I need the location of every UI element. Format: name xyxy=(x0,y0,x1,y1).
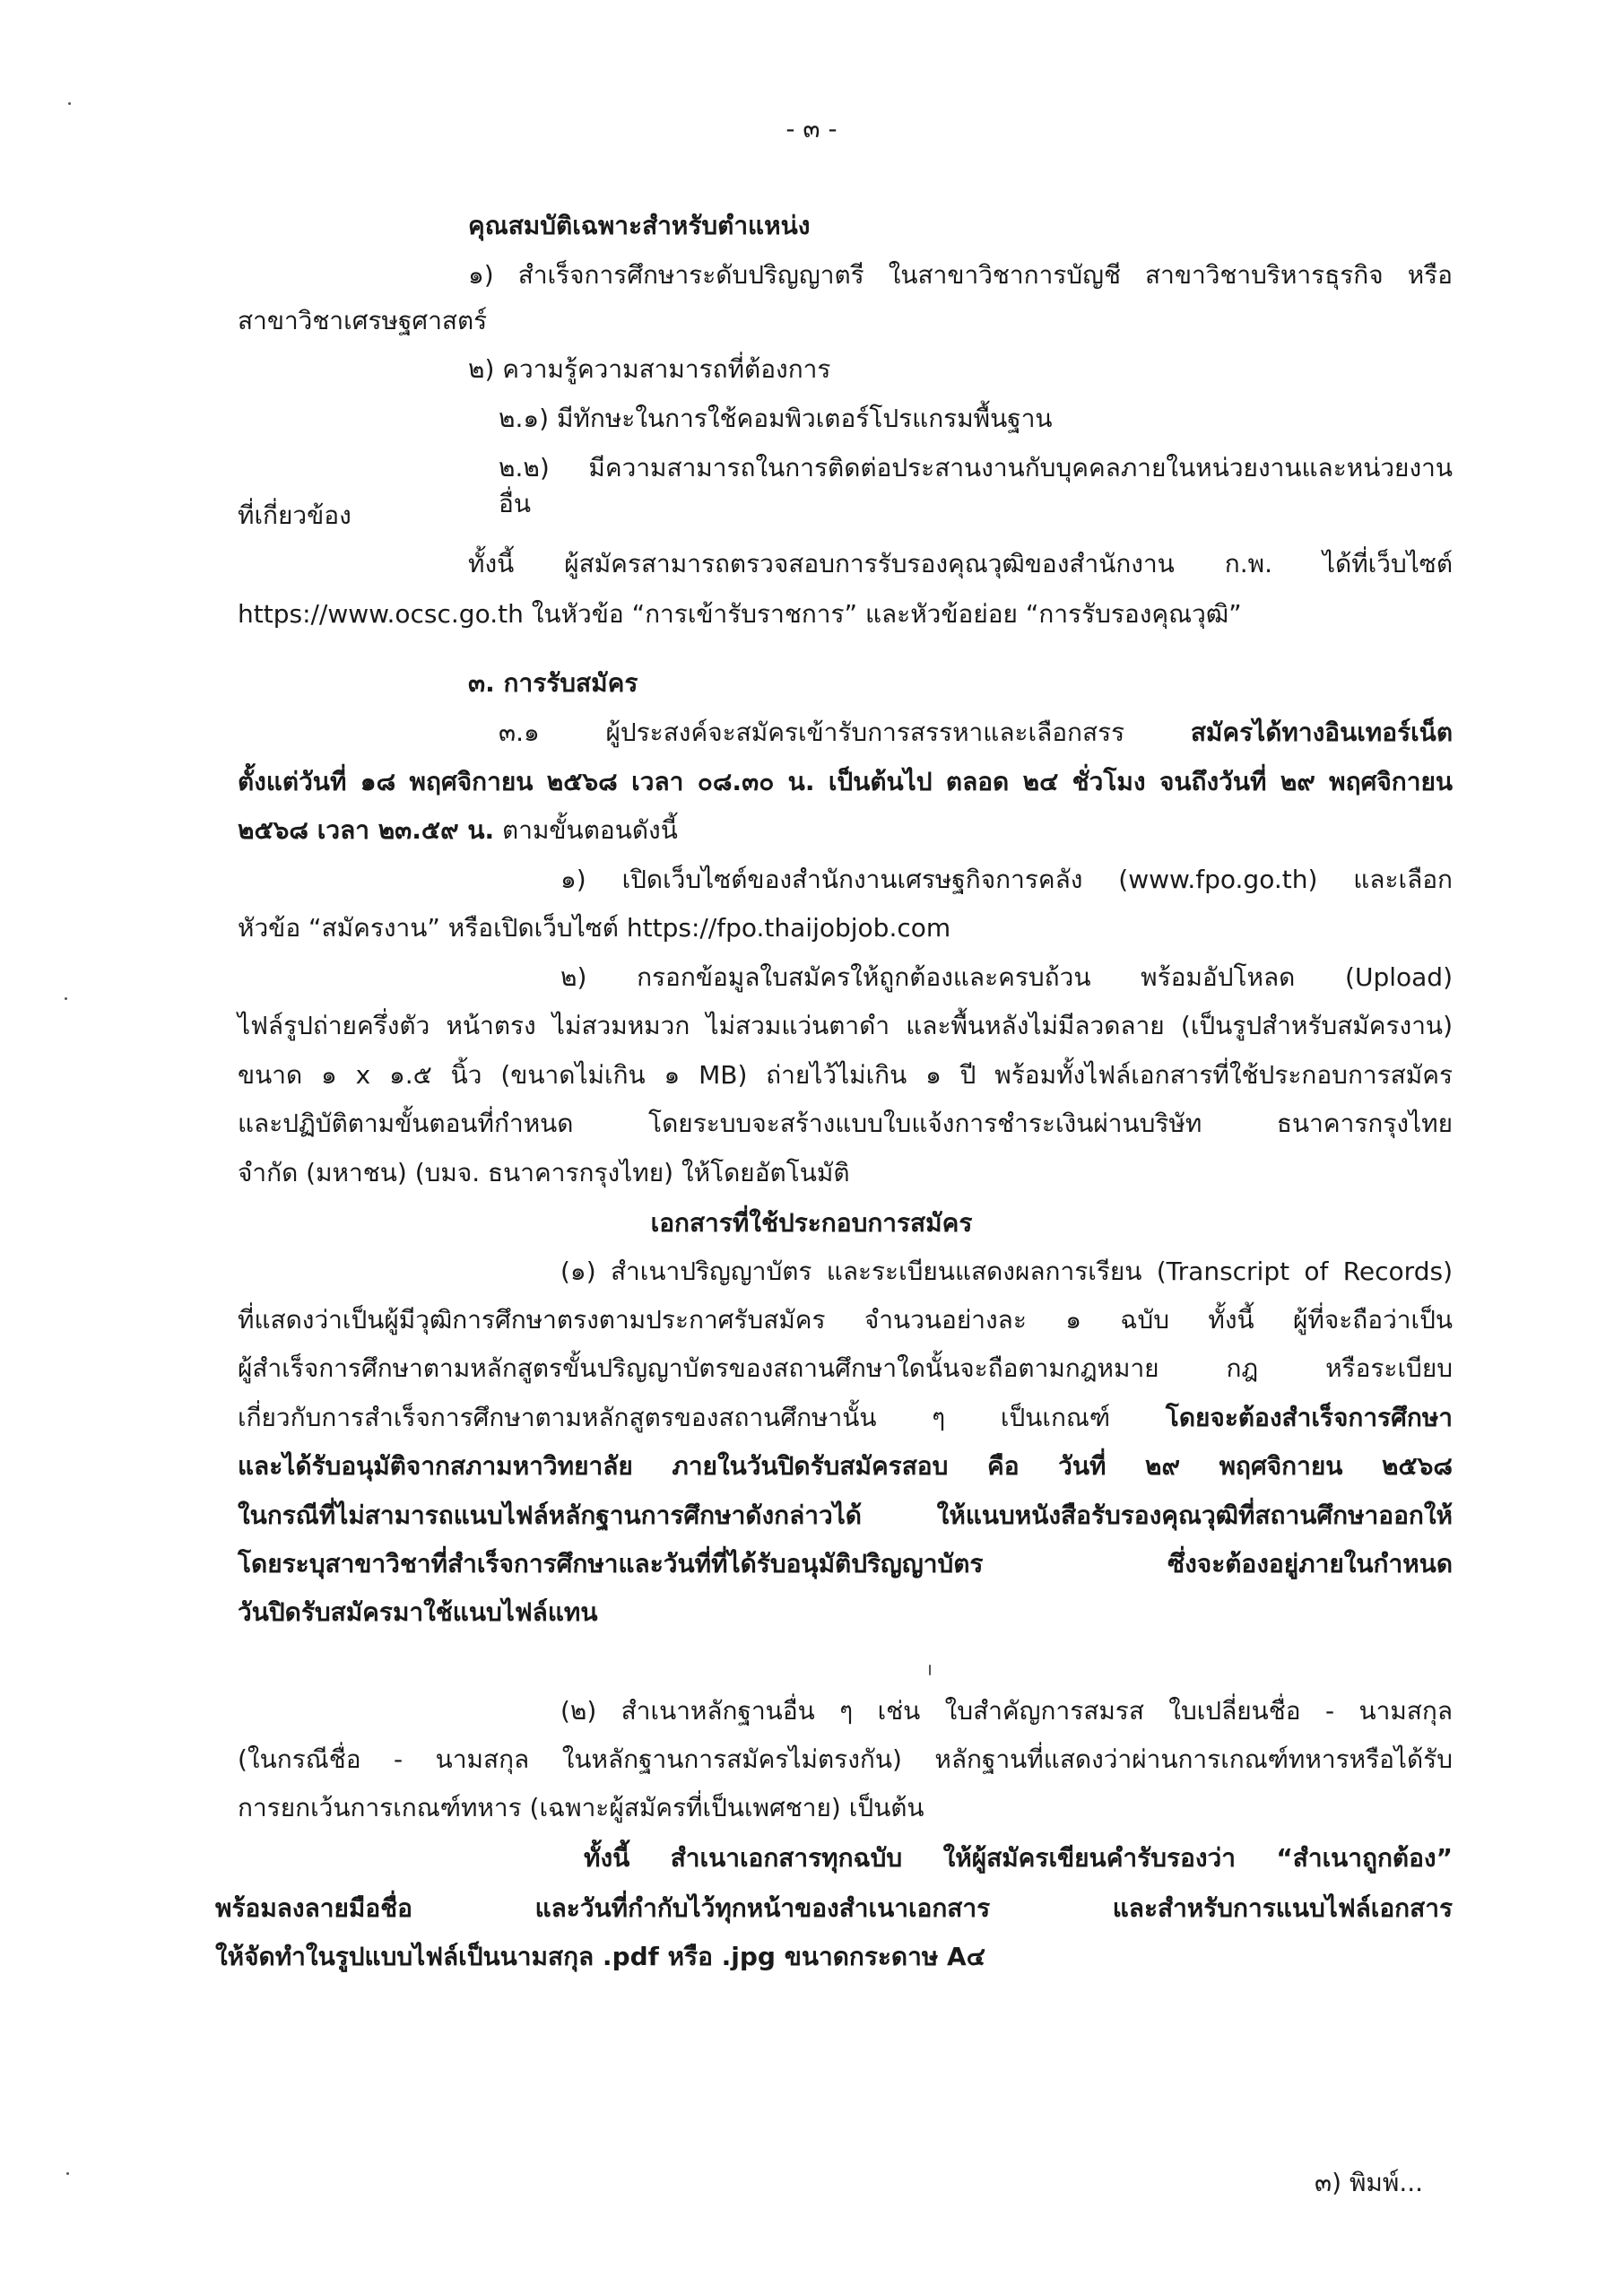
application-step-1-cont: หัวข้อ “สมัครงาน” หรือเปิดเว็บไซต์ https://fpo.thaijobjob.com xyxy=(238,913,951,943)
qual-item-2: ๒) ความรู้ความสามารถที่ต้องการ xyxy=(468,354,831,384)
application-3-1-dates: ตั้งแต่วันที่ ๑๘ พฤศจิกายน ๒๕๖๘ เวลา ๐๘.๓๐ น. เป็นต้นไป ตลอด ๒๔ ชั่วโมง จนถึงวันที่ ๒๙ พฤศจิกายน xyxy=(238,767,1453,796)
document-1-c: ผู้สำเร็จการศึกษาตามหลักสูตรขั้นปริญญาบัตรของสถานศึกษาใดนั้นจะถือตามกฎหมาย กฎ หรือระเบียบ xyxy=(238,1353,1453,1383)
application-3-1-end xyxy=(238,813,678,848)
document-1-g: โดยระบุสาขาวิชาที่สำเร็จการศึกษาและวันที่ที่ได้รับอนุมัติปริญญาบัตร ซึ่งจะต้องอยู่ภายในกำหนด xyxy=(238,1549,1453,1578)
application-step-2-e: จำกัด (มหาชน) (บมจ. ธนาคารกรุงไทย) ให้โดยอัตโนมัติ xyxy=(238,1158,850,1187)
qual-item-2-1: ๒.๑) มีทักษะในการใช้คอมพิวเตอร์โปรแกรมพื้นฐาน xyxy=(499,404,1053,433)
documents-heading: เอกสารที่ใช้ประกอบการสมัคร xyxy=(650,1208,973,1238)
scan-speck xyxy=(929,1665,931,1675)
application-step-2-c: ขนาด ๑ x ๑.๕ นิ้ว (ขนาดไม่เกิน ๑ MB) ถ่ายไว้ไม่เกิน ๑ ปี พร้อมทั้งไฟล์เอกสารที่ใช้ประกอบการสมัคร xyxy=(238,1060,1453,1090)
document-2: (๒) สำเนาหลักฐานอื่น ๆ เช่น ใบสำคัญการสมรส ใบเปลี่ยนชื่อ - นามสกุล xyxy=(560,1696,1453,1726)
application-step-2-b: ไฟล์รูปถ่ายครึ่งตัว หน้าตรง ไม่สวมหมวก ไม่สวมแว่นตาดำ และพื้นหลังไม่มีลวดลาย (เป็นรูปสำหรับสมัครงาน) xyxy=(238,1011,1453,1040)
application-step-2: ๒) กรอกข้อมูลใบสมัครให้ถูกต้องและครบถ้วน พร้อมอัปโหลด (Upload) xyxy=(560,962,1453,992)
qual-note: ทั้งนี้ ผู้สมัครสามารถตรวจสอบการรับรองคุณวุฒิของสำนักงาน ก.พ. ได้ที่เว็บไซต์ xyxy=(468,549,1453,578)
document-1-f: ในกรณีที่ไม่สามารถแนบไฟล์หลักฐานการศึกษาดังกล่าวได้ ให้แนบหนังสือรับรองคุณวุฒิที่สถานศึกษาออกให้ xyxy=(238,1500,1453,1530)
qual-item-1: ๑) สำเร็จการศึกษาระดับปริญญาตรี ในสาขาวิชาการบัญชี สาขาวิชาบริหารธุรกิจ หรือ xyxy=(468,260,1453,290)
document-1: (๑) สำเนาปริญญาบัตร และระเบียนแสดงผลการเรียน (Transcript of Records) xyxy=(560,1257,1453,1286)
documents-note-c: ให้จัดทำในรูปแบบไฟล์เป็นนามสกุล .pdf หรือ .jpg ขนาดกระดาษ A๔ xyxy=(215,1942,985,1971)
documents-note-b: พร้อมลงลายมือชื่อ และวันที่กำกับไว้ทุกหน้าของสำเนาเอกสาร และสำหรับการแนบไฟล์เอกสาร xyxy=(215,1893,1453,1923)
scan-speck xyxy=(66,2172,69,2175)
qual-item-1-cont: สาขาวิชาเศรษฐศาสตร์ xyxy=(238,306,488,335)
document-1-e: และได้รับอนุมัติจากสภามหาวิทยาลัย ภายในวันปิดรับสมัครสอบ คือ วันที่ ๒๙ พฤศจิกายน ๒๕๖๘ xyxy=(238,1451,1453,1481)
application-heading: ๓. การรับสมัคร xyxy=(468,668,638,698)
document-1-b: ที่แสดงว่าเป็นผู้มีวุฒิการศึกษาตรงตามประกาศรับสมัคร จำนวนอย่างละ ๑ ฉบับ ทั้งนี้ ผู้ที่จะถือว่าเป็น xyxy=(238,1305,1453,1335)
document-2-c: การยกเว้นการเกณฑ์ทหาร (เฉพาะผู้สมัครที่เป็นเพศชาย) เป็นต้น xyxy=(238,1793,924,1822)
continuation-note: ๓) พิมพ์... xyxy=(1315,2168,1424,2197)
document-1-d xyxy=(238,1400,1453,1436)
application-3-1-end-text: ตามขั้นตอนดังนี้ xyxy=(494,815,678,845)
qual-item-2-2: ๒.๒) มีความสามารถในการติดต่อประสานงานกับบุคคลภายในหน่วยงานและหน่วยงานอื่น xyxy=(499,453,1453,518)
qualifications-heading: คุณสมบัติเฉพาะสำหรับตำแหน่ง xyxy=(468,211,811,240)
scan-speck xyxy=(68,102,71,105)
qual-item-2-2-cont: ที่เกี่ยวข้อง xyxy=(238,500,352,530)
scan-speck xyxy=(65,997,67,1000)
qual-note-cont: https://www.ocsc.go.th ในหัวข้อ “การเข้ารับราชการ” และหัวข้อย่อย “การรับรองคุณวุฒิ” xyxy=(238,599,1242,629)
document-1-h: วันปิดรับสมัครมาใช้แนบไฟล์แทน xyxy=(238,1597,598,1627)
application-step-2-d: และปฏิบัติตามขั้นตอนที่กำหนด โดยระบบจะสร้างแบบใบแจ้งการชำระเงินผ่านบริษัท ธนาคารกรุงไทย xyxy=(238,1109,1453,1138)
page-number: - ๓ - xyxy=(785,114,838,144)
application-step-1: ๑) เปิดเว็บไซต์ของสำนักงานเศรษฐกิจการคลัง (www.fpo.go.th) และเลือก xyxy=(560,865,1453,894)
application-3-1 xyxy=(499,715,1453,751)
application-3-1-end-bold: ๒๕๖๘ เวลา ๒๓.๕๙ น. xyxy=(238,815,495,845)
application-3-1-text: ๓.๑ ผู้ประสงค์จะสมัครเข้ารับการสรรหาและเลือกสรร xyxy=(499,718,1191,747)
document-1-d-text: เกี่ยวกับการสำเร็จการศึกษาตามหลักสูตรของสถานศึกษานั้น ๆ เป็นเกณฑ์ xyxy=(238,1403,1166,1432)
application-3-1-bold: สมัครได้ทางอินเทอร์เน็ต xyxy=(1190,718,1453,747)
document-1-d-bold: โดยจะต้องสำเร็จการศึกษา xyxy=(1165,1403,1453,1432)
document-2-b: (ในกรณีชื่อ - นามสกุล ในหลักฐานการสมัครไม่ตรงกัน) หลักฐานที่แสดงว่าผ่านการเกณฑ์ทหารหรือได้รับ xyxy=(238,1744,1453,1774)
documents-note: ทั้งนี้ สำเนาเอกสารทุกฉบับ ให้ผู้สมัครเขียนคำรับรองว่า “สำเนาถูกต้อง” xyxy=(584,1843,1453,1873)
